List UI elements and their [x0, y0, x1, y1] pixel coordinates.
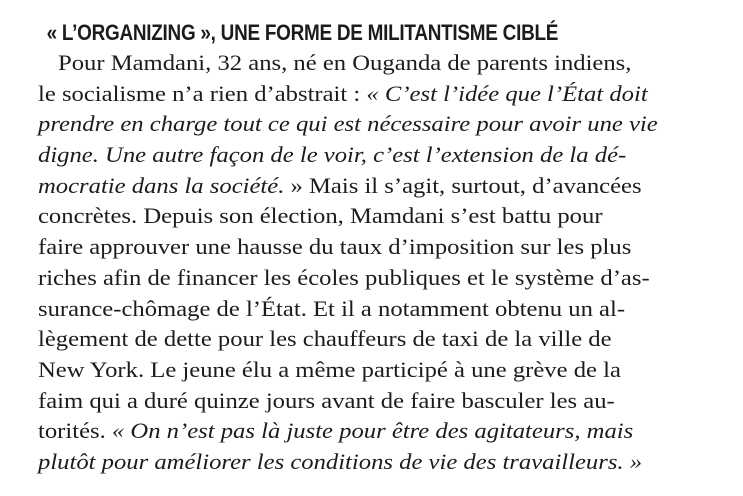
article-column: [38, 18, 702, 478]
quote-text: plutôt pour améliorer les conditions de vie des travailleurs. »: [38, 448, 643, 474]
quote-text: « On n’est pas là juste pour être des agitateurs, mais: [111, 418, 634, 444]
quote-text: « C’est l’idée que l’État doit: [366, 80, 648, 106]
body-text: le socialisme n’a rien d’abstrait :: [38, 80, 367, 106]
body-text: lègement de dette pour les chauffeurs de taxi de la ville de: [38, 326, 612, 352]
text-line: [38, 201, 702, 232]
body-text: surance-chômage de l’État. Et il a notamment obtenu un al-: [38, 295, 626, 321]
text-line: [38, 140, 702, 171]
body-text: riches afin de financer les écoles publiques et le système d’as-: [38, 264, 650, 290]
quote-text: prendre en charge tout ce qui est nécessaire pour avoir une vie: [38, 111, 658, 137]
body-text: faire approuver une hausse du taux d’imposition sur les plus: [38, 234, 632, 260]
body-text: New York. Le jeune élu a même participé à une grève de la: [38, 356, 621, 382]
body-text: faim qui a duré quinze jours avant de faire basculer les au-: [38, 387, 615, 413]
text-line: [38, 294, 702, 325]
text-line: [38, 263, 702, 294]
body-text: torités.: [38, 418, 112, 444]
text-line: [38, 232, 702, 263]
text-line: [38, 48, 702, 79]
text-line: [38, 324, 702, 355]
text-line: [38, 447, 702, 478]
quote-text: mocratie dans la société.: [38, 172, 291, 198]
text-line: [38, 171, 702, 202]
body-text: » Mais il s’agit, surtout, d’avancées: [290, 172, 642, 198]
text-line: [38, 386, 702, 417]
text-line: [38, 355, 702, 386]
text-line: [38, 416, 702, 447]
article-paragraph: [38, 48, 702, 478]
body-text: concrètes. Depuis son élection, Mamdani s’est battu pour: [38, 203, 603, 229]
text-line: [38, 109, 702, 140]
quote-text: digne. Une autre façon de le voir, c’est l’extension de la dé-: [38, 142, 627, 168]
body-text: Pour Mamdani, 32 ans, né en Ouganda de parents indiens,: [58, 50, 632, 75]
text-line: [38, 79, 702, 110]
section-heading: « L’ORGANIZING », UNE FORME DE MILITANTISME CIBLÉ: [46, 20, 559, 45]
